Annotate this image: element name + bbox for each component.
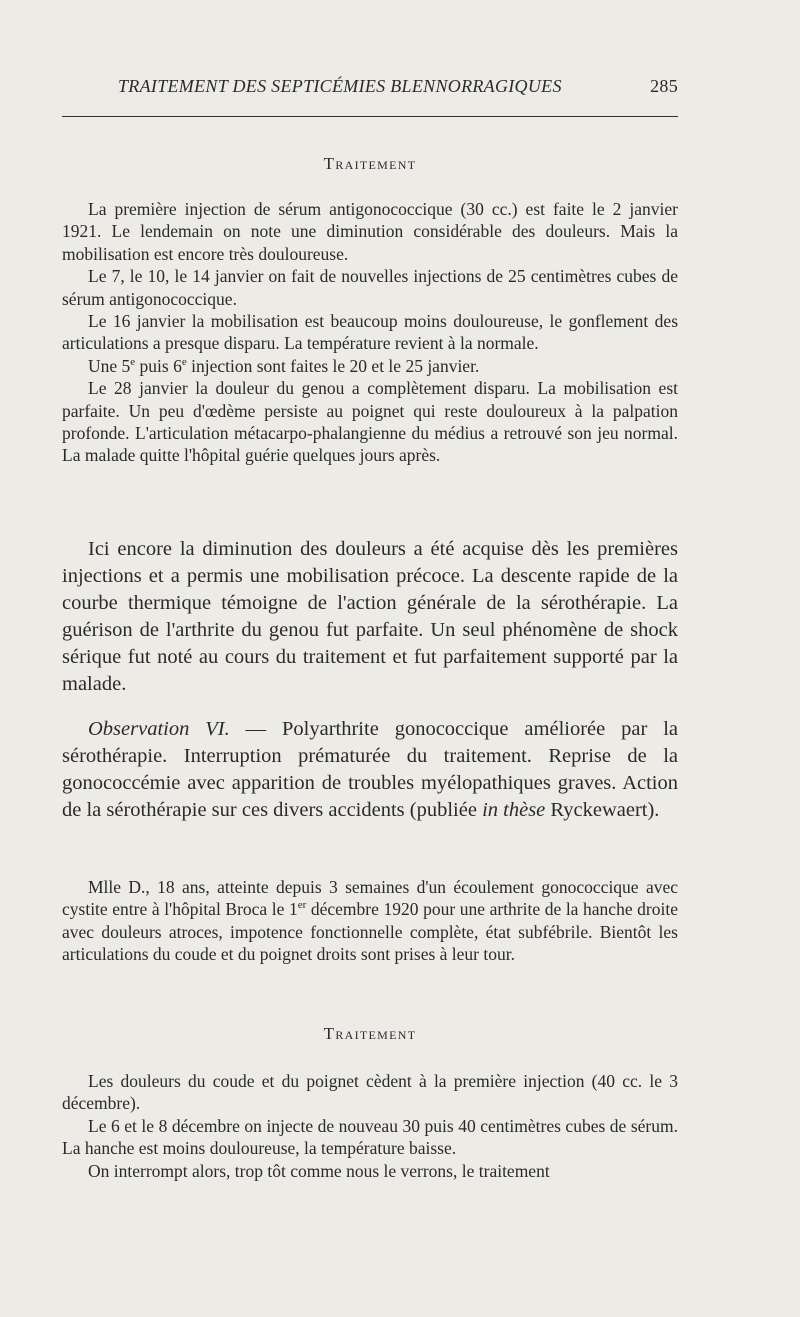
page-number: 285 — [650, 76, 678, 96]
paragraph: Les douleurs du coude et du poignet cèdent à la première injection (40 cc. le 3 décembre). — [62, 1071, 678, 1114]
paragraph: Ici encore la diminution des douleurs a été acquise dès les premières injections et a permis une mobilisation précoce. La descente rapide de la courbe thermique témoigne de l'action générale de la sérothérapie. La guérison de l'arthrite du genou fut parfaite. Un seul phénomène de shock sérique fut noté au cours du traitement et fut parfaitement supporté par la malade. — [62, 538, 678, 695]
paragraph: Mlle D., 18 ans, atteinte depuis 3 semaines d'un écoulement gonococcique avec cystite entre à l'hôpital Broca le 1er décembre 1920 pour une arthrite de la hanche droite avec douleurs atroces, impotence fonctionnelle complète, état subfébrile. Bientôt les articulations du coude et du poignet droits sont prises à leur tour. — [62, 877, 678, 965]
header-rule — [62, 116, 678, 117]
running-title: TRAITEMENT DES SEPTICÉMIES BLENNORRAGIQUES — [118, 76, 562, 96]
in-these: in thèse — [482, 799, 546, 821]
paragraph-injections: Une 5e puis 6e injection sont faites le 20 et le 25 janvier. — [88, 355, 480, 376]
paragraph: Le 16 janvier la mobilisation est beaucoup moins douloureuse, le gonflement des articulations a presque disparu. La température revient à la normale. — [62, 311, 678, 354]
treatment-2-text — [62, 1070, 678, 1182]
paragraph: Le 6 et le 8 décembre on injecte de nouveau 30 puis 40 centimètres cubes de sérum. La hanche est moins douloureuse, la température baisse. — [62, 1115, 678, 1159]
paragraph: Le 28 janvier la douleur du genou a complètement disparu. La mobilisation est parfaite. Un peu d'œdème persiste au poignet qui reste douloureux à la palpation profonde. L'articulation métacarpo-phalangienne du médius a retrouvé son jeu normal. La malade quitte l'hôpital guérie quelques jours après. — [62, 378, 678, 466]
observation-label: Observation VI. — [88, 718, 230, 740]
case-description — [62, 876, 678, 966]
paragraph: On interrompt alors, trop tôt comme nous le verrons, le traitement — [88, 1160, 550, 1181]
observation-paragraph: Observation VI. — Polyarthrite gonococcique améliorée par la sérothérapie. Interruption prématurée du traitement. Reprise de la gonococcémie avec apparition de troubles myélopathiques graves. Action de la sérothérapie sur ces divers accidents (publiée in thèse Ryckewaert). — [62, 718, 678, 821]
observation-title — [62, 716, 678, 824]
paragraph: La première injection de sérum antigonococcique (30 cc.) est faite le 2 janvier 1921. Le lendemain on note une diminution considérable des douleurs. Mais la mobilisation est encore très douloureuse. — [62, 199, 678, 264]
section-heading-treatment-2: Traitement — [323, 1024, 417, 1043]
paragraph: Le 7, le 10, le 14 janvier on fait de nouvelles injections de 25 centimètres cubes de sérum antigonococcique. — [62, 266, 678, 309]
page-header — [62, 76, 678, 106]
section-heading-treatment-1: Traitement — [323, 154, 417, 173]
discussion-text — [62, 536, 678, 698]
treatment-1-text — [62, 198, 678, 467]
